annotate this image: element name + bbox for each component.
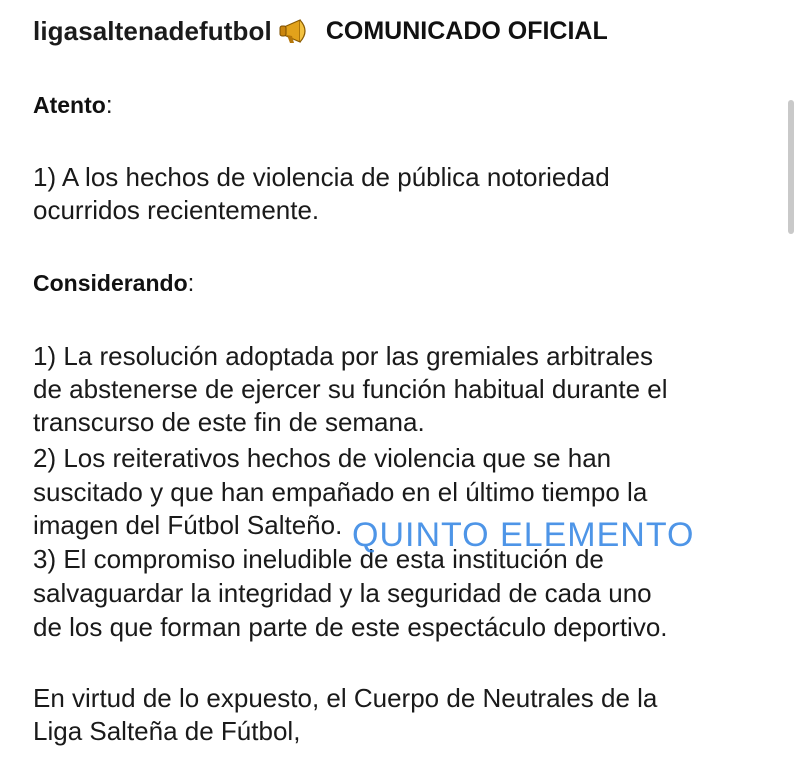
atento-heading (33, 92, 113, 120)
considerando-line: salvaguardar la integridad y la seguridad de cada uno (33, 578, 652, 608)
considerando-line: imagen del Fútbol Salteño. (33, 510, 343, 540)
conclusion-line-1: En virtud de lo expuesto, el Cuerpo de Neutrales de la (33, 683, 658, 713)
considerando-colon: : (187, 270, 195, 297)
considerando-line: de abstenerse de ejercer su función habitual durante el (33, 374, 668, 404)
atento-label: Atento (33, 92, 106, 118)
watermark-text: QUINTO ELEMENTO (352, 516, 695, 554)
scrollbar-thumb[interactable] (788, 100, 794, 234)
username-link[interactable]: ligasaltenadefutbol (33, 15, 272, 46)
considerando-line: 3) El compromiso ineludible de esta institución de (33, 544, 604, 574)
caption-header (33, 14, 608, 48)
atento-item-1-line-1: 1) A los hechos de violencia de pública notoriedad (33, 162, 610, 192)
considerando-heading (33, 270, 194, 298)
considerando-label: Considerando (33, 270, 188, 296)
considerando-line: suscitado y que han empañado en el último tiempo la (33, 477, 648, 507)
atento-colon: : (105, 92, 113, 119)
megaphone-icon (278, 16, 318, 46)
considerando-line: 2) Los reiterativos hechos de violencia que se han (33, 443, 612, 473)
conclusion-line-2: Liga Salteña de Fútbol, (33, 716, 301, 746)
headline: COMUNICADO OFICIAL (325, 16, 608, 45)
atento-item-1-line-2: ocurridos recientemente. (33, 195, 320, 225)
considerando-line: 1) La resolución adoptada por las gremiales arbitrales (33, 341, 654, 371)
considerando-line: transcurso de este fin de semana. (33, 407, 425, 437)
considerando-line: de los que forman parte de este espectáculo deportivo. (33, 612, 668, 642)
